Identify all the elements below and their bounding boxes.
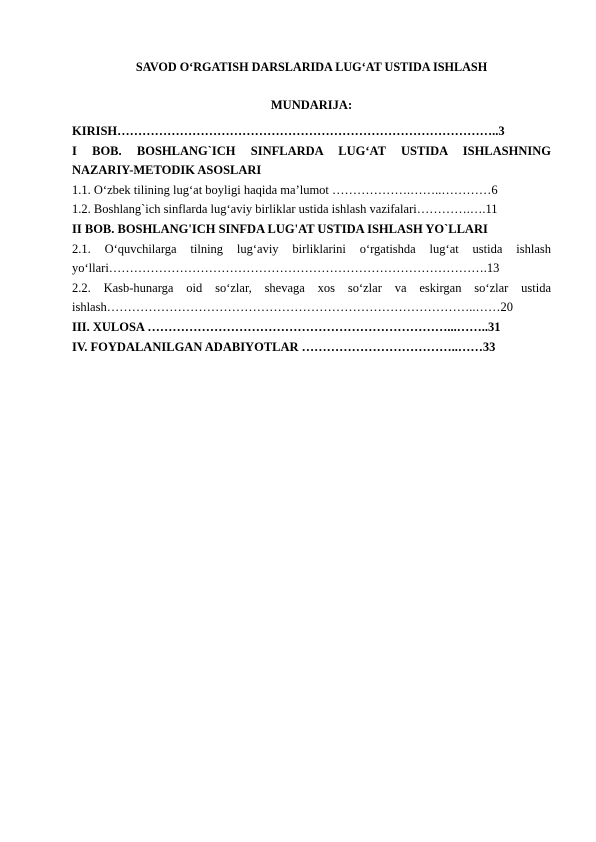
toc-entry-bob2[interactable]: II BOB. BOSHLANG'ICH SINFDA LUG'AT USTIDA ISHLASH YO`LLARI xyxy=(72,221,488,236)
toc-entry-1-2[interactable]: 1.2. Boshlang`ich sinflarda lug‘aviy birliklar ustida ishlash vazifalari………….….11 xyxy=(72,202,498,217)
toc-entry-bob1-subtitle[interactable]: NAZARIY-METODIK ASOSLARI xyxy=(72,163,262,178)
toc-entry-kirish[interactable]: KIRISH………………………………………………………………………………..3 xyxy=(72,124,505,138)
toc-entry-1-1[interactable]: 1.1. O‘zbek tilining lug‘at boyligi haqida ma’lumot ……………….……..…………6 xyxy=(72,182,498,197)
toc-entry-2-1-title[interactable]: 2.1. O‘quvchilarga tilning lug‘aviy birliklarini o‘rgatishda lug‘at ustida ishlash xyxy=(72,241,551,256)
toc-entry-adabiyotlar[interactable]: IV. FOYDALANILGAN ADABIYOTLAR ………………………………..……33 xyxy=(72,339,496,354)
toc-entry-2-2-title[interactable]: 2.2. Kasb-hunarga oid so‘zlar, shevaga xos so‘zlar va eskirgan so‘zlar ustida xyxy=(72,280,551,295)
toc-entry-xulosa[interactable]: III. XULOSA ………………………………………………………………...……..31 xyxy=(72,319,501,334)
table-of-contents xyxy=(72,122,551,357)
toc-entry-bob1-title[interactable]: I BOB. BOSHLANG`ICH SINFLARDA LUG‘AT USTIDA ISHLASHNING xyxy=(72,143,551,158)
document-title: SAVOD O‘RGATISH DARSLARIDA LUG‘AT USTIDA ISHLASH xyxy=(135,60,488,74)
toc-entry-2-1-page[interactable]: yo‘llari……………………………………………………………………………….13 xyxy=(72,261,500,276)
toc-heading: MUNDARIJA: xyxy=(270,98,353,112)
toc-entry-2-2-page[interactable]: ishlash……………………………………………………………………………..……20 xyxy=(72,300,513,315)
